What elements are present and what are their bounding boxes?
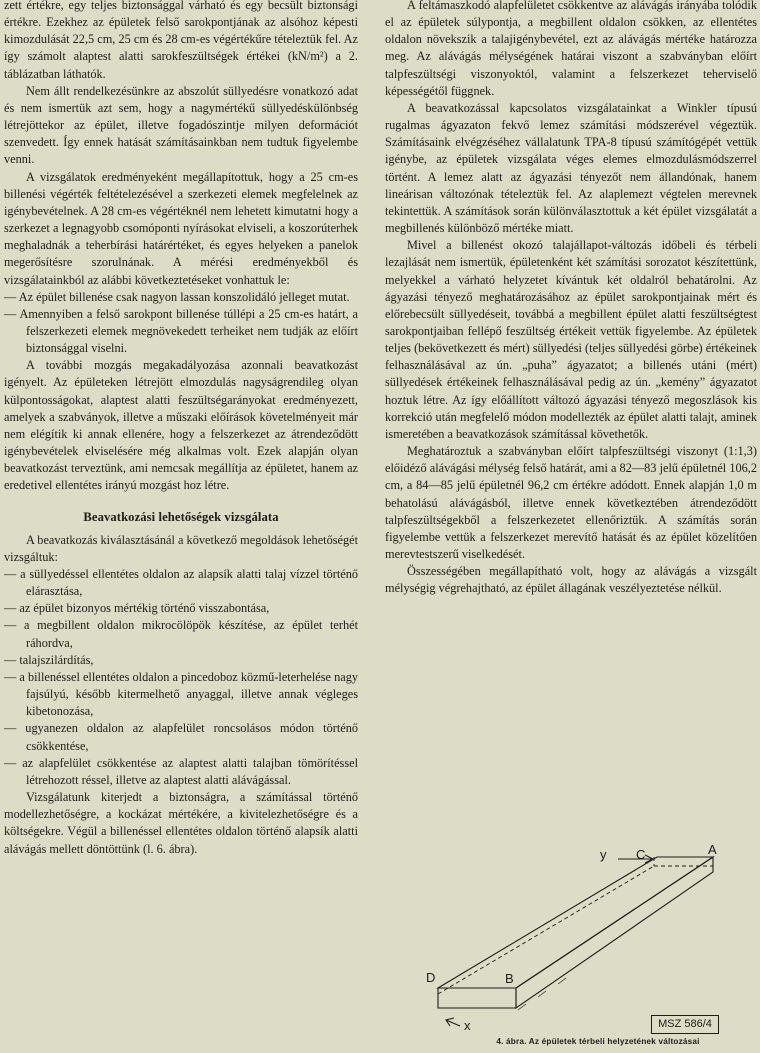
option-item: — ugyanezen oldalon az alapfelület roncsolásos módon történő csökkentése,	[4, 721, 358, 753]
paragraph: A vizsgálatok eredményeként megállapítottuk, hogy a 25 cm-es billenési végérték feltételezésével a szerkezeti elemek megfelelnek az igénybevételnek. A 28 cm-es végértéknél nem lehetett kimutatni hogy a szerkezet a legnagyobb csomóponti nyírásokat elviseli, a koszorúterhek meghaladnák a teherbírási határértéket, és egyes helyeken a panelok megerősítésre szorulnának. A mérési eredményekből és vizsgálatainkból az alábbi következtetéseket vonhattuk le:	[4, 169, 358, 287]
slab-side-face	[516, 857, 713, 1008]
paragraph: A feltámaszkodó alapfelületet csökkentve az alávágás irányába tolódik el az épületek súlypontja, a megbillent oldalon csökken, az ellentétes oldalon növekszik a talajigénybevétel, ezt az alávágás mértéke határozza meg. Az alávágás mélységének határai viszont a szabványban előírt talpfeszültségi viszonyoktól, valamint a felszerkezet teherviselő képességétől függnek.	[385, 0, 757, 98]
conclusion-item: — Az épület billenése csak nagyon lassan konszolidáló jelleget mutat.	[4, 289, 350, 304]
option-item: — az épület bizonyos mértékig történő visszabontása,	[4, 601, 270, 616]
paragraph: A további mozgás megakadályozása azonnali beavatkozást igényelt. Az épületeken létrejött elmozdulás nagyságrendileg olyan külpontosságokat, alaptest alatti feszültségarányokat eredményezett, amelyek a szabványok, illetve a műszaki előírások követelményeit már nem elégítik ki annak ellenére, hogy a felszerkezet az átrendeződött igénybevételek elviselésére még alkalmas volt. Ezek alapján olyan beavatkozást terveztünk, ami nemcsak megállítja az épületet, hanem az eredetivel ellentétes irányú mozgást hoz létre.	[4, 358, 358, 493]
slab-front-face	[438, 988, 516, 1008]
label-b: B	[505, 971, 514, 986]
label-c: C	[636, 847, 646, 862]
option-item: — a billenéssel ellentétes oldalon a pincedoboz közmű-leterhelése nagy fajsúlyú, később kitermelhető anyaggal, illetve annak végleges kibetonozása,	[4, 669, 358, 719]
label-d: D	[426, 970, 436, 985]
label-x: x	[464, 1018, 471, 1033]
standard-stamp: MSZ 586/4	[651, 1015, 719, 1034]
option-item: — az alapfelület csökkentése az alaptest alatti talajban tömörítéssel létrehozott réssel, illetve az alaptest alatti alávágással.	[4, 755, 358, 787]
paragraph: Vizsgálatunk kiterjedt a biztonságra, a számítással történő modellezhetőségre, a kockázat mértékére, a kivitelezhetőségre és a költségekre. Végül a billenéssel ellentétes oldalon történő alapsík alatti alávágás mellett döntöttünk (l. 6. ábra).	[4, 790, 358, 856]
building-slab-diagram	[388, 838, 758, 1038]
option-item: — talajszilárdítás,	[4, 652, 94, 667]
building-position-figure	[388, 838, 758, 1053]
paragraph: Meghatároztuk a szabványban előírt talpfeszültségi viszonyt (1:1,3) előidéző alávágási mélység felső határát, ami a 82—83 jelű épületnél 106,2 cm, a 84—85 jelű épületnél 96,2 cm értékre adódott. Ennek alapján 1,0 m behatolású alávágásból, illetve ennek következtében átrendeződött talpfeszültségekből a felszerkezetet ellenőriztük. A számítás során figyelembe vettük a felszerkezet merevítő hatását és az épület közelítően merevtestszerű viselkedését.	[385, 444, 757, 561]
option-item: — a süllyedéssel ellentétes oldalon az alapsík alatti talaj vízzel történő elárasztása,	[4, 567, 358, 599]
paragraph: Mivel a billenést okozó talajállapot-változás időbeli és térbeli lezajlását nem ismertük, épületenként két számítási sorozatot készítettünk, melyekkel a várható helyzetet kívántuk két oldalról behatárolni. Az ágyazási tényező meghatározásához az épület sarokpontjainak mért és előrebecsült süllyedéseit, továbbá a megbillent épület alatti feszültségtest sarokpontjaiban fellépő feszültség értékeit vettük figyelembe. Az épületek teljes (bekövetkezett és mért) süllyedési (teljes süllyedési görbe) értékeinek felhasználásával az ún. „puha” ágyazatot; a billenés utáni (mért) süllyedések értékeinek felhasználásával pedig az ún. „kemény” ágyazatot hoztuk létre. Az így előállított változó ágyazási tényező megoszlások kis korrekció után megfelelő módon modellezték az épület alatti talajt, aminek ismeretében a beavatkozások számítással követhetők.	[385, 238, 757, 441]
reference-outline	[438, 857, 713, 994]
right-column	[385, 0, 757, 597]
option-item: — a megbillent oldalon mikrocölöpök készítése, az épület terhét ráhordva,	[4, 618, 358, 650]
left-column	[4, 0, 358, 858]
paragraph: Összességében megállapítható volt, hogy az alávágás a vizsgált mélységig végrehajtható, az épület állagának veszélyeztetése nélkül.	[385, 564, 757, 596]
paragraph: A beavatkozással kapcsolatos vizsgálatainkat a Winkler típusú rugalmas ágyazaton fekvő lemez számítási módszerével végeztük. Számításaink elvégzéséhez vállalatunk TPA-8 típusú számítógépét vettük igénybe, az épületek vizsgálata véges elemes elmozdulásmódszerrel történt. A lemez alatt az ágyazási tényezőt nem állandónak, hanem lineárisan változónak tételeztük fel. Az alaplemezt végtelen merevnek tekintettük. A számítások során különválasztottuk a két épület vizsgálatát a megbillenés különböző mértéke miatt.	[385, 100, 757, 236]
label-y: y	[600, 847, 607, 862]
paragraph: Nem állt rendelkezésünkre az abszolút süllyedésre vonatkozó adat és nem ismertük azt sem, hogy a nagymértékű süllyedéskülönbség létrejöttekor az épület, illetve fogadószintje milyen deformációt szenvedett. Így ennek hatását számításainkban nem tudtuk figyelembe venni.	[4, 83, 358, 167]
figure-caption: 4. ábra. Az épületek térbeli helyzetének változásai	[496, 1037, 700, 1046]
paragraph: zett értékre, egy teljes biztonsággal várható és egy becsült biztonsági értékre. Ezekhez az épületek felső sarokpontjának az alsóhoz képesti kimozdulását 22,5 cm, 25 cm és 28 cm-es végértékűre tételeztük fel. Az így számolt alaptest alatti sarokfeszültségek értékei (kN/m²) a 2. táblázatban láthatók.	[4, 0, 358, 81]
ground-hatch	[518, 978, 566, 1010]
section-heading: Beavatkozási lehetőségek vizsgálata	[83, 509, 279, 524]
label-a: A	[708, 842, 717, 857]
slab-top-face	[438, 857, 713, 988]
conclusion-item: — Amennyiben a felső sarokpont billenése túllépi a 25 cm-es határt, a felszerkezeti elemek megnövekedett terheiket nem tudják az előírt biztonsággal viselni.	[4, 306, 358, 356]
paragraph: A beavatkozás kiválasztásánál a következő megoldások lehetőségét vizsgáltuk:	[4, 532, 358, 564]
